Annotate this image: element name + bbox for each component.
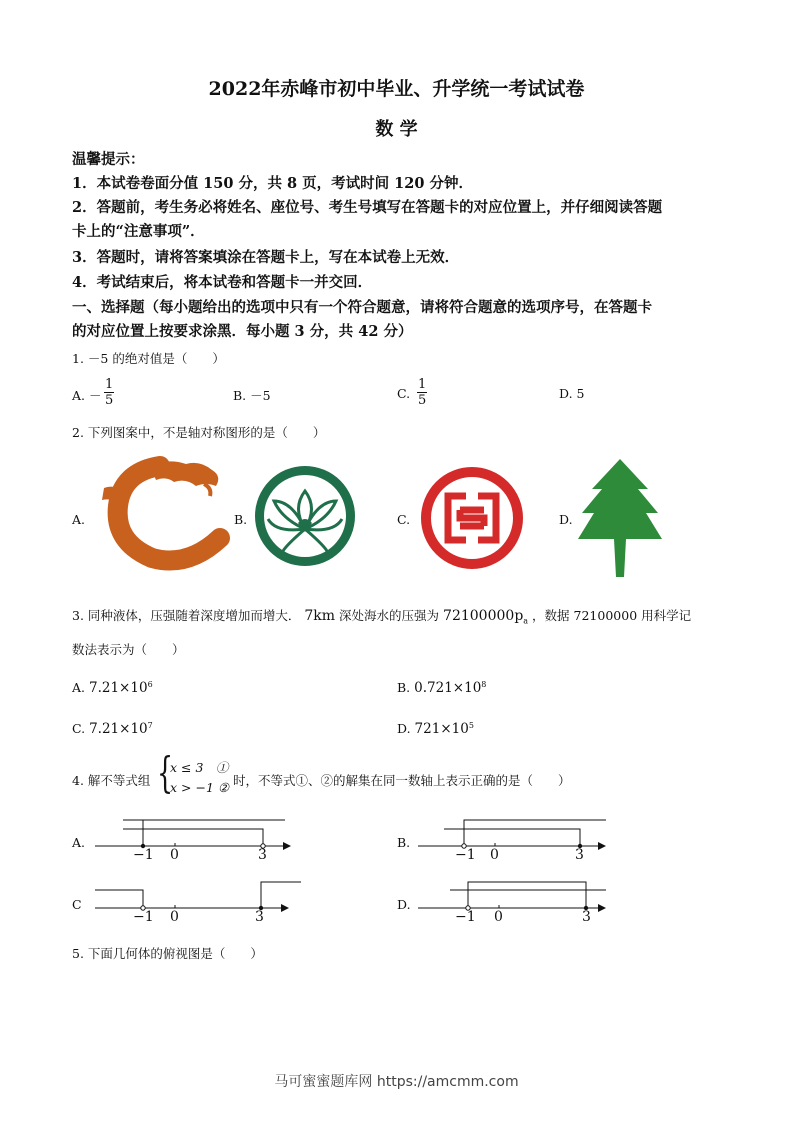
dragon-logo-icon xyxy=(100,458,225,570)
q4-option-a: A. xyxy=(72,835,86,850)
tip-2-line1: 2．答题前，考生务必将姓名、座位号、考生号填写在答题卡的对应位置上，并仔细阅读答题 xyxy=(72,199,663,216)
tips-heading: 温馨提示： xyxy=(72,151,145,168)
q3-depth: 7km xyxy=(304,608,336,624)
q3-pressure: 72100000 xyxy=(443,608,515,624)
tip-4: 4．考试结束后，将本试卷和答题卡一并交回． xyxy=(72,274,373,291)
number-line-c xyxy=(95,877,305,927)
q3-b-label: B. xyxy=(397,680,411,696)
b-tick-0: 0 xyxy=(490,847,499,863)
q2-option-c: C. xyxy=(397,512,411,527)
q3-a-base: 7.21×10 xyxy=(89,680,148,697)
d-tick-3: 3 xyxy=(582,909,591,925)
q3-option-c xyxy=(72,721,153,737)
q3-d-exp: 5 xyxy=(468,721,474,730)
q5-stem: 5. 下面几何体的俯视图是（ ） xyxy=(72,946,263,961)
q3-unit: p xyxy=(514,608,524,624)
section1-line1: 一、选择题（每小题给出的选项中只有一个符合题意，请将符合题意的选项序号，在答题卡 xyxy=(72,299,652,316)
q2-stem: 2. 下列图案中，不是轴对称图形的是（ ） xyxy=(72,425,326,440)
q3-option-b xyxy=(397,680,486,696)
number-line-b xyxy=(418,815,618,865)
a-tick-0: 0 xyxy=(170,847,179,863)
q4-system xyxy=(170,758,229,798)
q4-option-d: D. xyxy=(397,897,411,912)
c-tick-0: 0 xyxy=(170,909,179,925)
lotus-emblem-icon xyxy=(252,463,358,569)
q2-option-d: D. xyxy=(559,512,573,527)
q3-option-d xyxy=(397,721,474,737)
q1-stem: 1. －5 的绝对值是（ ） xyxy=(72,351,225,366)
q1-option-c-label: C. xyxy=(397,386,411,401)
q3-b-exp: 8 xyxy=(481,680,487,689)
footer-watermark: 马可蜜蜜题库网 https://amcmm.com xyxy=(274,1074,519,1090)
q3-stem-line1 xyxy=(72,606,691,626)
q4-inequality-2: x > −1 ② xyxy=(170,780,230,795)
page-title: 2022年赤峰市初中毕业、升学统一考试试卷 xyxy=(208,78,585,100)
q1-c-denominator: 5 xyxy=(418,393,427,408)
c-tick-neg1: −1 xyxy=(133,909,154,925)
a-tick-3: 3 xyxy=(258,847,267,863)
d-tick-neg1: −1 xyxy=(455,909,476,925)
tip-1: 1．本试卷卷面分值 150 分，共 8 页，考试时间 120 分钟． xyxy=(72,175,473,192)
q3-b-base: 0.721×10 xyxy=(414,680,482,697)
d-tick-0: 0 xyxy=(494,909,503,925)
section1-line2: 的对应位置上按要求涂黑．每小题 3 分，共 42 分） xyxy=(72,323,413,340)
q1-option-d: D. 5 xyxy=(559,386,585,401)
q1-option-a-fraction xyxy=(104,377,114,408)
q2-option-b: B. xyxy=(234,512,248,527)
b-tick-3: 3 xyxy=(575,847,584,863)
q4-stem-prefix: 4. 解不等式组 xyxy=(72,773,151,788)
b-tick-neg1: −1 xyxy=(455,847,476,863)
q4-stem-suffix: 时，不等式①、②的解集在同一数轴上表示正确的是（ ） xyxy=(233,773,571,788)
q4-brace: { xyxy=(157,748,174,797)
q1-c-numerator: 1 xyxy=(418,377,427,392)
q4-option-b: B. xyxy=(397,835,411,850)
tree-emblem-icon xyxy=(578,457,662,577)
q3-stem-part3: ，数据 72100000 用科学记 xyxy=(532,608,692,623)
tip-2-line2: 卡上的“注意事项”． xyxy=(72,223,205,240)
q3-c-exp: 7 xyxy=(147,721,153,730)
tip-3: 3．答题时，请将答案填涂在答题卡上，写在本试卷上无效． xyxy=(72,249,460,266)
q3-a-exp: 6 xyxy=(147,680,153,689)
subject-title: 数 学 xyxy=(375,119,418,140)
a-tick-neg1: −1 xyxy=(133,847,154,863)
q3-d-base: 721×10 xyxy=(414,721,469,738)
q1-option-b: B. －5 xyxy=(233,388,271,403)
q2-option-a: A. xyxy=(72,512,86,527)
q3-option-a xyxy=(72,680,153,696)
q3-d-label: D. xyxy=(397,721,411,737)
q1-a-denominator: 5 xyxy=(105,393,114,408)
q3-stem-line2: 数法表示为（ ） xyxy=(72,642,185,657)
c-tick-3: 3 xyxy=(255,909,264,925)
icbc-logo-icon xyxy=(420,466,524,570)
q4-inequality-1: x ≤ 3 ① xyxy=(170,760,229,775)
q1-a-numerator: 1 xyxy=(105,377,114,392)
q3-c-base: 7.21×10 xyxy=(89,721,148,738)
q1-option-c-fraction xyxy=(417,377,427,408)
q3-a-label: A. xyxy=(72,680,86,696)
q3-stem-part1: 3. 同种液体，压强随着深度增加而增大． xyxy=(72,608,301,623)
q3-stem-part2: 深处海水的压强为 xyxy=(339,608,440,623)
q3-c-label: C. xyxy=(72,721,86,737)
q1-option-a-label: A. － xyxy=(72,388,102,403)
q4-option-c: C xyxy=(72,897,82,912)
q3-unit-sub: a xyxy=(523,616,529,626)
